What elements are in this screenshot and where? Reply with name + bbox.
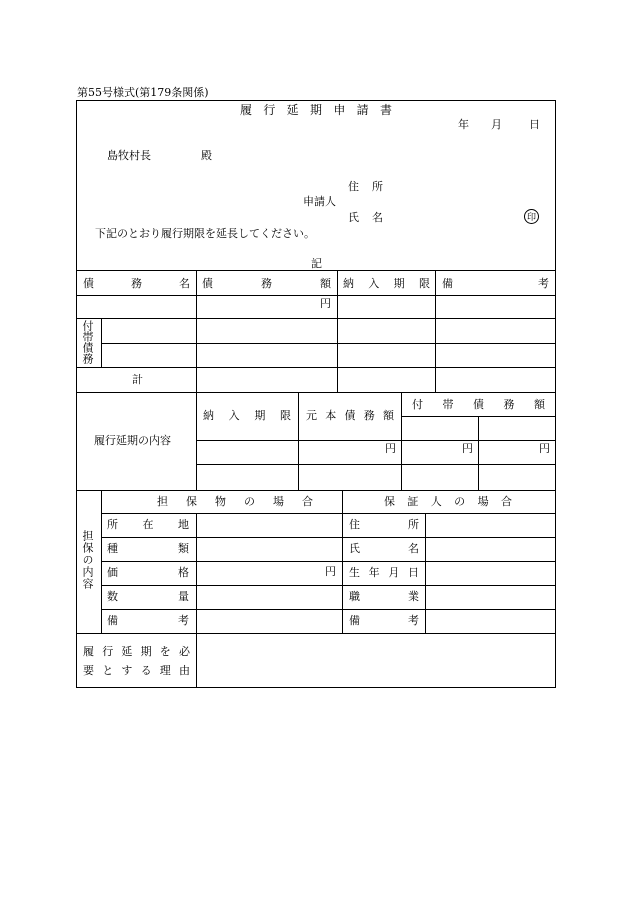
glyph: 類 — [178, 542, 189, 555]
glyph: 考 — [538, 277, 549, 290]
glyph: 限 — [279, 409, 291, 422]
collateral-row-label — [107, 543, 189, 554]
glyph: 備 — [107, 614, 118, 627]
glyph: 行 — [263, 103, 276, 117]
glyph: 人 — [430, 495, 442, 508]
glyph: 年 — [368, 566, 380, 579]
glyph: 期 — [254, 409, 266, 422]
ext-header-due — [203, 410, 291, 421]
glyph: 備 — [349, 614, 360, 627]
glyph: 価 — [107, 566, 118, 579]
ext-header-principal — [306, 410, 394, 421]
total-label: 計 — [132, 373, 143, 386]
glyph: 延 — [121, 645, 133, 658]
collateral-row-label — [107, 615, 189, 626]
glyph: 保 — [384, 495, 395, 508]
glyph: 必 — [178, 645, 190, 658]
glyph: 債 — [83, 277, 94, 290]
extension-label: 履行延期の内容 — [94, 434, 171, 447]
glyph: の — [454, 495, 466, 508]
glyph: 生 — [349, 566, 360, 579]
glyph: 職 — [349, 590, 360, 603]
glyph: 住 — [348, 180, 359, 193]
guarantor-row-label — [349, 519, 419, 530]
applicant-address-label — [348, 181, 383, 192]
glyph: 名 — [179, 277, 190, 290]
glyph: 入 — [228, 409, 240, 422]
date-day: 日 — [529, 118, 540, 131]
glyph: 保 — [186, 495, 197, 508]
glyph: 場 — [273, 495, 284, 508]
glyph: る — [140, 664, 152, 677]
record-label: 記 — [311, 257, 322, 270]
glyph: 額 — [383, 409, 394, 422]
glyph: 限 — [418, 277, 430, 290]
applicant-name-label — [348, 212, 383, 223]
glyph: 在 — [142, 518, 154, 531]
glyph: 債 — [473, 398, 484, 411]
addressee-honorific: 殿 — [201, 149, 212, 162]
glyph: 申 — [333, 103, 346, 117]
glyph: 合 — [302, 495, 313, 508]
glyph: を — [159, 645, 171, 658]
glyph: 務 — [131, 277, 142, 290]
glyph: 種 — [107, 542, 118, 555]
yen-unit: 円 — [462, 442, 473, 455]
form-number: 第55号様式(第179条関係) — [77, 86, 209, 99]
glyph: 付 — [412, 398, 423, 411]
glyph: 務 — [503, 398, 515, 411]
glyph: 氏 — [348, 211, 359, 224]
glyph: 債 — [344, 409, 356, 422]
glyph: 債 — [202, 277, 213, 290]
glyph: 氏 — [349, 542, 360, 555]
guarantor-row-label — [349, 543, 419, 554]
applicant-label: 申請人 — [303, 195, 336, 208]
reason-line-1 — [83, 646, 190, 657]
guarantor-row-label — [349, 567, 419, 578]
attached-debt-label: 付帯債務 — [81, 320, 94, 364]
seal-mark: 印 — [524, 209, 539, 224]
glyph: 担 — [157, 495, 168, 508]
glyph: 量 — [178, 590, 189, 603]
header-debt-name — [83, 278, 190, 289]
collateral-row-label — [107, 591, 189, 602]
glyph: 務 — [363, 409, 375, 422]
date-year: 年 — [458, 118, 469, 131]
glyph: と — [102, 664, 114, 677]
form-title — [240, 104, 392, 116]
addressee-name: 島牧村長 — [107, 149, 151, 162]
guarantor-title — [384, 496, 512, 507]
glyph: 請 — [356, 103, 369, 117]
glyph: 行 — [102, 645, 114, 658]
glyph: 考 — [408, 614, 419, 627]
reason-line-2 — [83, 665, 190, 676]
glyph: 要 — [83, 664, 94, 677]
glyph: 期 — [393, 277, 405, 290]
yen-unit: 円 — [325, 565, 336, 578]
glyph: 務 — [261, 277, 272, 290]
glyph: 所 — [372, 180, 383, 193]
glyph: 履 — [83, 645, 94, 658]
collateral-title — [157, 496, 313, 507]
glyph: の — [244, 495, 255, 508]
glyph: 納 — [343, 277, 354, 290]
glyph: 名 — [408, 542, 419, 555]
glyph: 住 — [349, 518, 360, 531]
glyph: 書 — [379, 103, 392, 117]
glyph: 地 — [178, 518, 189, 531]
glyph: 額 — [320, 277, 331, 290]
glyph: 元 — [306, 409, 317, 422]
yen-unit: 円 — [385, 442, 396, 455]
glyph: 日 — [407, 566, 419, 579]
glyph: 考 — [178, 614, 189, 627]
glyph: 額 — [534, 398, 545, 411]
glyph: 業 — [408, 590, 419, 603]
glyph: 備 — [442, 277, 453, 290]
guarantor-row-label — [349, 615, 419, 626]
header-due-date — [343, 278, 430, 289]
glyph: 月 — [388, 566, 400, 579]
guarantor-row-label — [349, 591, 419, 602]
glyph: 由 — [178, 664, 190, 677]
glyph: 帯 — [442, 398, 454, 411]
glyph: 期 — [140, 645, 152, 658]
glyph: 名 — [372, 211, 383, 224]
header-debt-amount — [202, 278, 331, 289]
glyph: 履 — [240, 103, 253, 117]
glyph: 数 — [107, 590, 118, 603]
request-text: 下記のとおり履行期限を延長してください。 — [95, 227, 315, 240]
glyph: 本 — [325, 409, 337, 422]
glyph: す — [121, 664, 133, 677]
glyph: 合 — [500, 495, 512, 508]
glyph: 延 — [286, 103, 299, 117]
yen-unit: 円 — [320, 297, 331, 310]
collateral-row-label — [107, 519, 189, 530]
glyph: 期 — [309, 103, 322, 117]
collateral-row-label — [107, 567, 189, 578]
glyph: 場 — [477, 495, 489, 508]
glyph: 所 — [408, 518, 419, 531]
ext-header-attached — [412, 399, 545, 410]
glyph: 入 — [368, 277, 380, 290]
yen-unit: 円 — [539, 442, 550, 455]
glyph: 所 — [107, 518, 118, 531]
header-note — [442, 278, 549, 289]
glyph: 証 — [407, 495, 419, 508]
glyph: 納 — [203, 409, 214, 422]
glyph: 格 — [178, 566, 189, 579]
glyph: 物 — [215, 495, 226, 508]
glyph: 理 — [159, 664, 171, 677]
security-label: 担保の内容 — [81, 530, 94, 590]
date-month: 月 — [491, 118, 502, 131]
